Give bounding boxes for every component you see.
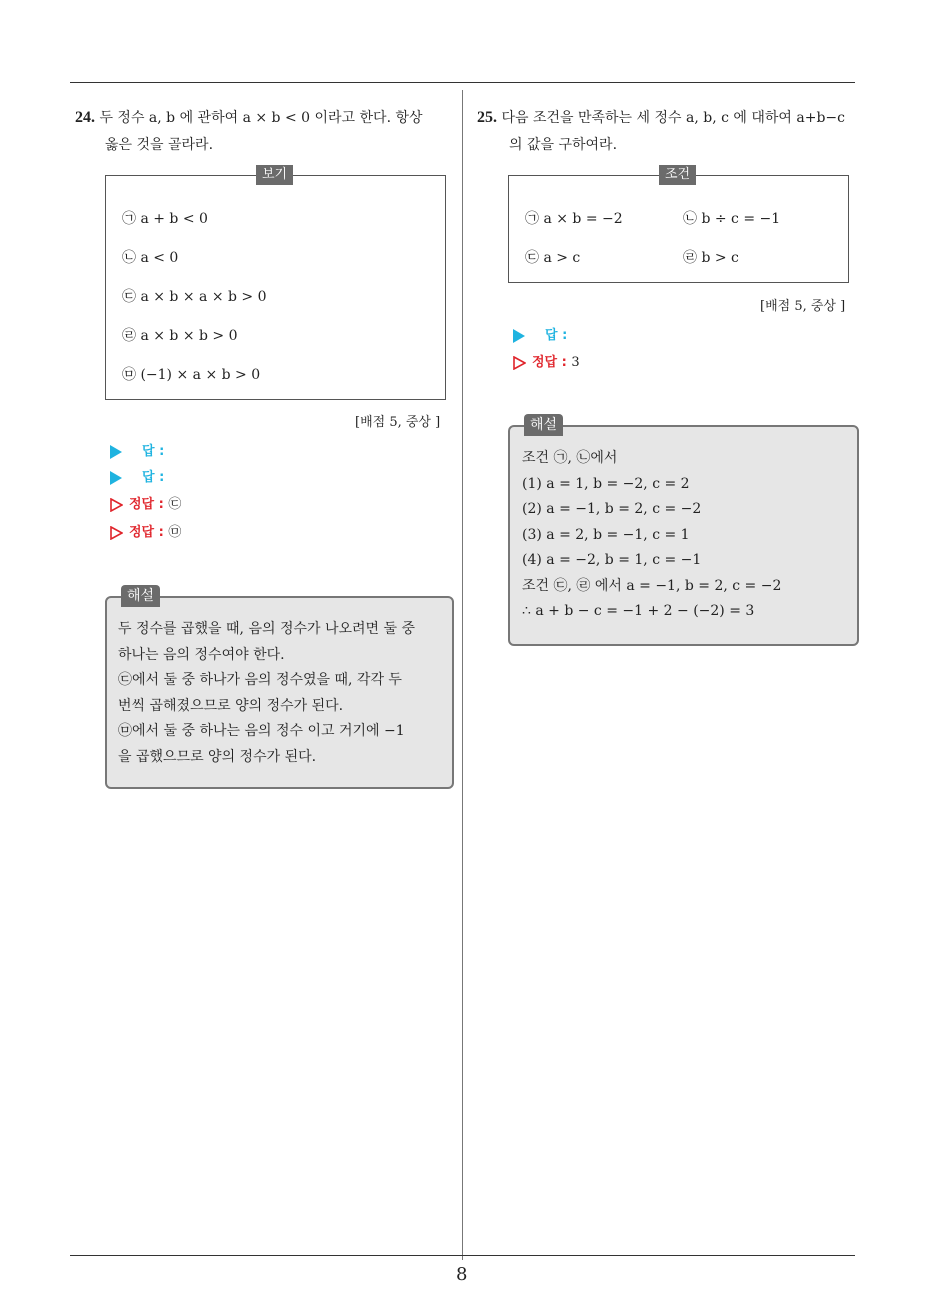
score-label: [배점 5, 중상 ] bbox=[355, 415, 441, 430]
choice-item: ㉤ (−1) × a × b > 0 bbox=[122, 367, 261, 383]
question-number: 25. bbox=[477, 109, 497, 126]
explanation-line: ∴ a + b − c = −1 + 2 − (−2) = 3 bbox=[522, 603, 755, 619]
explanation-line: ㉢에서 둘 중 하나가 음의 정수였을 때, 각각 두 bbox=[118, 672, 402, 688]
bottom-rule bbox=[70, 1255, 855, 1256]
play-triangle-icon bbox=[513, 329, 525, 343]
answer-label: 답 : bbox=[545, 328, 568, 343]
explanation-line: 을 곱했으므로 양의 정수가 된다. bbox=[118, 748, 317, 765]
play-triangle-icon bbox=[110, 445, 122, 459]
play-triangle-icon bbox=[110, 471, 122, 485]
choice-item: ㉢ a × b × a × b > 0 bbox=[122, 289, 267, 305]
example-box-title: 보기 bbox=[256, 165, 293, 185]
explanation-line: (4) a = −2, b = 1, c = −1 bbox=[522, 552, 702, 568]
choice-item: ㉠ a + b < 0 bbox=[122, 211, 208, 227]
outline-triangle-icon bbox=[110, 526, 123, 540]
explanation-line: 하나는 음의 정수여야 한다. bbox=[118, 646, 285, 663]
condition-box bbox=[508, 167, 849, 283]
explanation-line: 두 정수를 곱했을 때, 음의 정수가 나오려면 둘 중 bbox=[118, 621, 416, 637]
question-24 bbox=[75, 104, 460, 132]
choice-item: ㉡ a < 0 bbox=[122, 250, 179, 266]
top-rule bbox=[70, 82, 855, 83]
correct-value: 3 bbox=[571, 355, 580, 370]
explanation-line: 조건 ㉠, ㉡에서 bbox=[522, 450, 618, 466]
explanation-box bbox=[508, 417, 859, 646]
example-box bbox=[105, 167, 446, 400]
explanation-text bbox=[118, 617, 448, 770]
explanation-text bbox=[522, 446, 852, 625]
answer-row bbox=[110, 466, 164, 485]
answer-label: 답 : bbox=[142, 470, 165, 485]
explanation-box bbox=[105, 588, 454, 789]
question-text-line2: 옳은 것을 골라라. bbox=[105, 137, 214, 153]
correct-label: 정답 : bbox=[129, 497, 164, 512]
answer-row bbox=[513, 324, 567, 343]
explanation-line: (1) a = 1, b = −2, c = 2 bbox=[522, 475, 690, 492]
explanation-line: (3) a = 2, b = −1, c = 1 bbox=[522, 526, 690, 543]
answer-label: 답 : bbox=[142, 444, 165, 459]
explanation-line: 조건 ㉢, ㉣ 에서 a = −1, b = 2, c = −2 bbox=[522, 577, 782, 594]
outline-triangle-icon bbox=[513, 356, 526, 370]
condition-item: ㉠ a × b = −2 bbox=[525, 211, 623, 227]
correct-answer-row bbox=[110, 521, 181, 540]
score-label: [배점 5, 중상 ] bbox=[760, 299, 846, 314]
outline-triangle-icon bbox=[110, 498, 123, 512]
explanation-line: (2) a = −1, b = 2, c = −2 bbox=[522, 501, 702, 517]
condition-item: ㉢ a > c bbox=[525, 250, 581, 266]
explanation-title: 해설 bbox=[524, 414, 563, 436]
correct-value: ㉤ bbox=[168, 525, 182, 540]
correct-value: ㉢ bbox=[168, 497, 182, 512]
choice-item: ㉣ a × b × b > 0 bbox=[122, 328, 238, 344]
explanation-title: 해설 bbox=[121, 585, 160, 607]
correct-answer-row bbox=[513, 351, 580, 370]
question-25 bbox=[477, 104, 862, 132]
correct-label: 정답 : bbox=[129, 525, 164, 540]
explanation-line: ㉤에서 둘 중 하나는 음의 정수 이고 거기에 −1 bbox=[118, 723, 405, 739]
question-text-line2: 의 값을 구하여라. bbox=[509, 137, 618, 153]
page-number: 8 bbox=[456, 1264, 468, 1285]
column-divider bbox=[462, 90, 463, 1260]
condition-item: ㉡ b ÷ c = −1 bbox=[683, 211, 781, 227]
question-number: 24. bbox=[75, 109, 95, 126]
correct-label: 정답 : bbox=[532, 355, 567, 370]
condition-item: ㉣ b > c bbox=[683, 250, 739, 266]
condition-box-title: 조건 bbox=[659, 165, 696, 185]
question-text-line1: 다음 조건을 만족하는 세 정수 a, b, c 에 대하여 a+b−c bbox=[501, 110, 845, 126]
explanation-line: 번씩 곱해졌으므로 양의 정수가 된다. bbox=[118, 697, 344, 714]
answer-row bbox=[110, 440, 164, 459]
question-text-line1: 두 정수 a, b 에 관하여 a × b < 0 이라고 한다. 항상 bbox=[99, 110, 423, 126]
correct-answer-row bbox=[110, 493, 181, 512]
